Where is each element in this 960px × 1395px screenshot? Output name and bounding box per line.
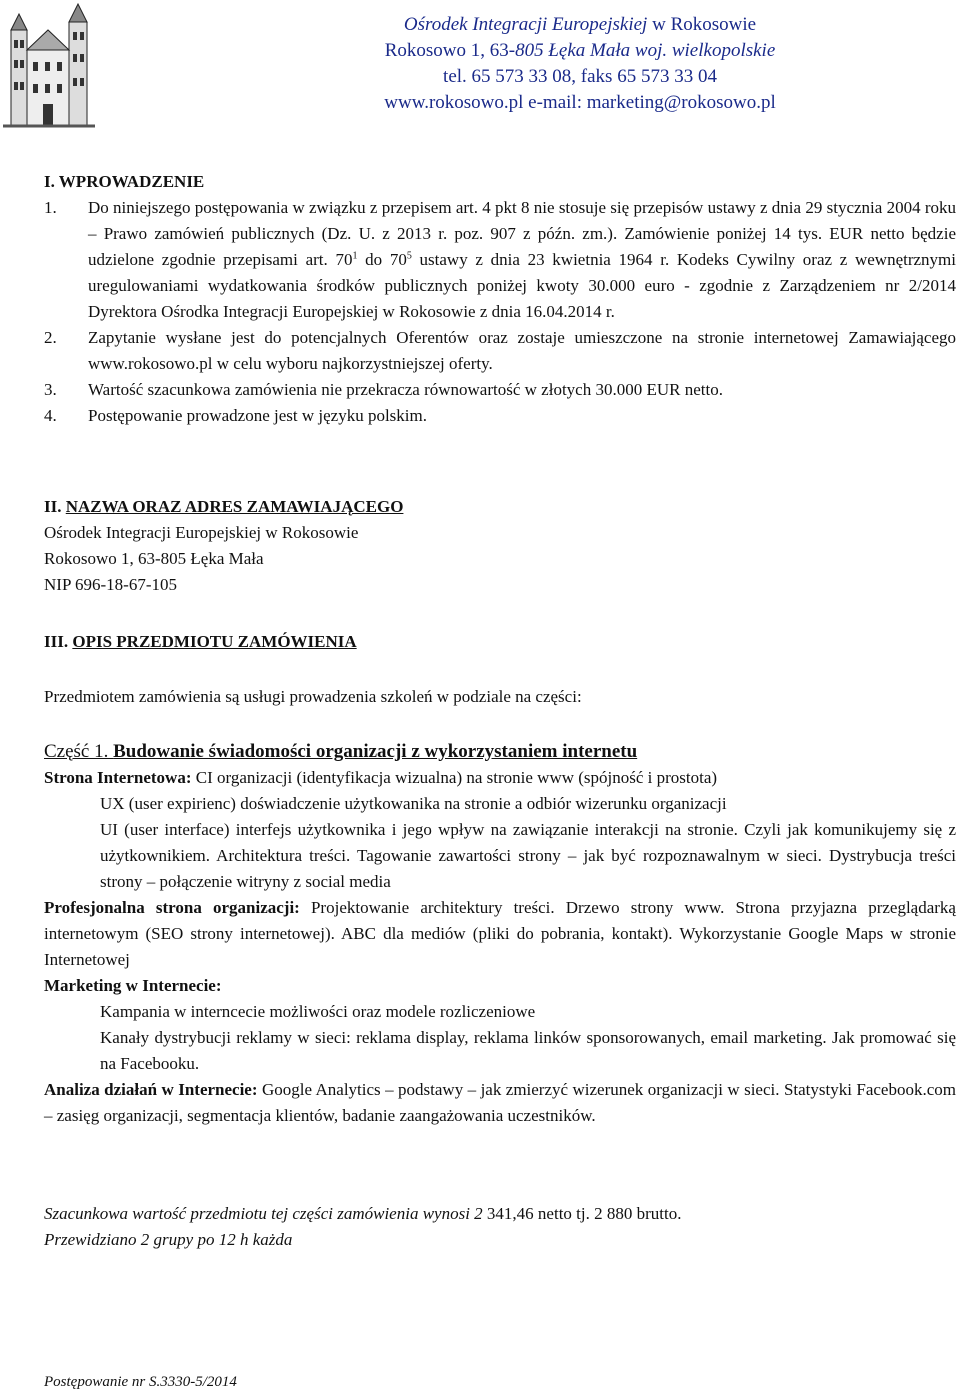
authority-address: Rokosowo 1, 63-805 Łęka Mała bbox=[44, 549, 264, 568]
list-item: 3. Wartość szacunkowa zamówienia nie przekracza równowartość w złotych 30.000 EUR netto. bbox=[44, 380, 723, 399]
marketing-heading: Marketing w Internecie: bbox=[44, 976, 222, 995]
marketing-item: Kampania w interncecie możliwości oraz modele rozliczeniowe bbox=[100, 1002, 536, 1021]
estimated-value: Szacunkowa wartość przedmiotu tej części zamówienia wynosi 2 341,46 netto tj. 2 880 brutto. Przewidziano 2 grupy po 12 h każda bbox=[44, 1201, 956, 1253]
letterhead-address: Rokosowo 1, 63-805 Łęka Mała woj. wielkopolskie bbox=[384, 40, 776, 61]
section-1-title: I. WPROWADZENIE bbox=[44, 172, 205, 191]
section-3-title: III. OPIS PRZEDMIOTU ZAMÓWIENIA bbox=[44, 632, 357, 651]
part-1-title: Część 1. Budowanie świadomości organizacji z wykorzystaniem internetu bbox=[44, 741, 638, 762]
intro-list bbox=[44, 195, 956, 429]
section-subject bbox=[44, 629, 956, 655]
analytics-paragraph: Analiza działań w Internecie: Google Analytics – podstawy – jak zmierzyć wizerunek organizacji w sieci. Statystyki Facebook.com – zasięg organizacji, segmentacja klientów, badanie zaangażowania uczestników. bbox=[44, 1080, 956, 1125]
section-introduction bbox=[44, 169, 956, 429]
ui-paragraph: UI (user interface) interfejs użytkownika i jego wpływ na zawiązanie interakcji na stronie. Czyli jak komunikujemy się z użytkownikiem. Architektura treści. Tagowanie zawartości strony – jak być rozpoznawalnym w sieci. Dystrybucja treści strony – połączenie witryny z social media bbox=[100, 820, 956, 891]
authority-name: Ośrodek Integracji Europejskiej w Rokosowie bbox=[44, 523, 359, 542]
groups-note: Przewidziano 2 grupy po 12 h każda bbox=[44, 1230, 293, 1249]
section-contracting-authority bbox=[44, 494, 956, 598]
letterhead-web-email: www.rokosowo.pl e-mail: marketing@rokosowo.pl bbox=[384, 92, 776, 113]
marketing-item: Kanały dystrybucji reklamy w sieci: reklama display, reklama linków sponsorowanych, email marketing. Jak promować się na Facebooku. bbox=[100, 1028, 956, 1073]
letterhead bbox=[200, 12, 960, 116]
list-item: 4. Postępowanie prowadzone jest w języku polskim. bbox=[44, 406, 427, 425]
letterhead-phone: tel. 65 573 33 08, faks 65 573 33 04 bbox=[443, 66, 717, 87]
professional-site-paragraph: Profesjonalna strona organizacji: Projektowanie architektury treści. Drzewo strony www. Strona przyjazna przeglądarką internetowym (SEO strony internetowej). ABC dla mediów (pliki do pobrania, kontakt). Wykorzystanie Google Maps w stronie Internetowej bbox=[44, 898, 956, 969]
list-item: 2. Zapytanie wysłane jest do potencjalnych Oferentów oraz zostaje umieszczone na stronie internetowej Zamawiającego www.rokosowo.pl w celu wyboru najkorzystniejszej oferty. bbox=[44, 328, 956, 373]
ux-paragraph: UX (user expirienc) doświadczenie użytkowanika na stronie a odbiór wizerunku organizacji bbox=[100, 794, 727, 813]
logo-building-image bbox=[3, 0, 95, 130]
list-item: 1. Do niniejszego postępowania w związku z przepisem art. 4 pkt 8 nie stosuje się przepisów ustawy z dnia 29 stycznia 2004 roku – Prawo zamówień publicznych (Dz. U. z 2013 r. poz. 907 z późn. zm.). Zamówienie poniżej 14 tys. EUR netto będzie udzielone zgodnie przepisami art. $70^1$ do $70^5$ ustawy z dnia 23 kwietnia 1964 r. Kodeks Cywilny oraz z wewnętrznymi uregulowaniami wydatkowania środków publicznych poniżej kwoty 30.000 euro - zgodnie z Zarządzeniem nr 2/2014 Dyrektora Ośrodka Integracji Europejskiej w Rokosowie z dnia 16.04.2014 r. bbox=[44, 198, 956, 321]
authority-nip: NIP 696-18-67-105 bbox=[44, 575, 177, 594]
website-paragraph: Strona Internetowa: CI organizacji (identyfikacja wizualna) na stronie www (spójność i prostota) bbox=[44, 768, 718, 787]
part-1 bbox=[44, 739, 956, 1129]
subject-intro: Przedmiotem zamówienia są usługi prowadzenia szkoleń w podziale na części: bbox=[44, 687, 582, 706]
section-2-title: II. NAZWA ORAZ ADRES ZAMAWIAJĄCEGO bbox=[44, 497, 404, 516]
footer-case-number: Postępowanie nr S.3330-5/2014 bbox=[44, 1374, 237, 1390]
letterhead-line-1: Ośrodek Integracji Europejskiej w Rokosowie bbox=[403, 14, 757, 35]
